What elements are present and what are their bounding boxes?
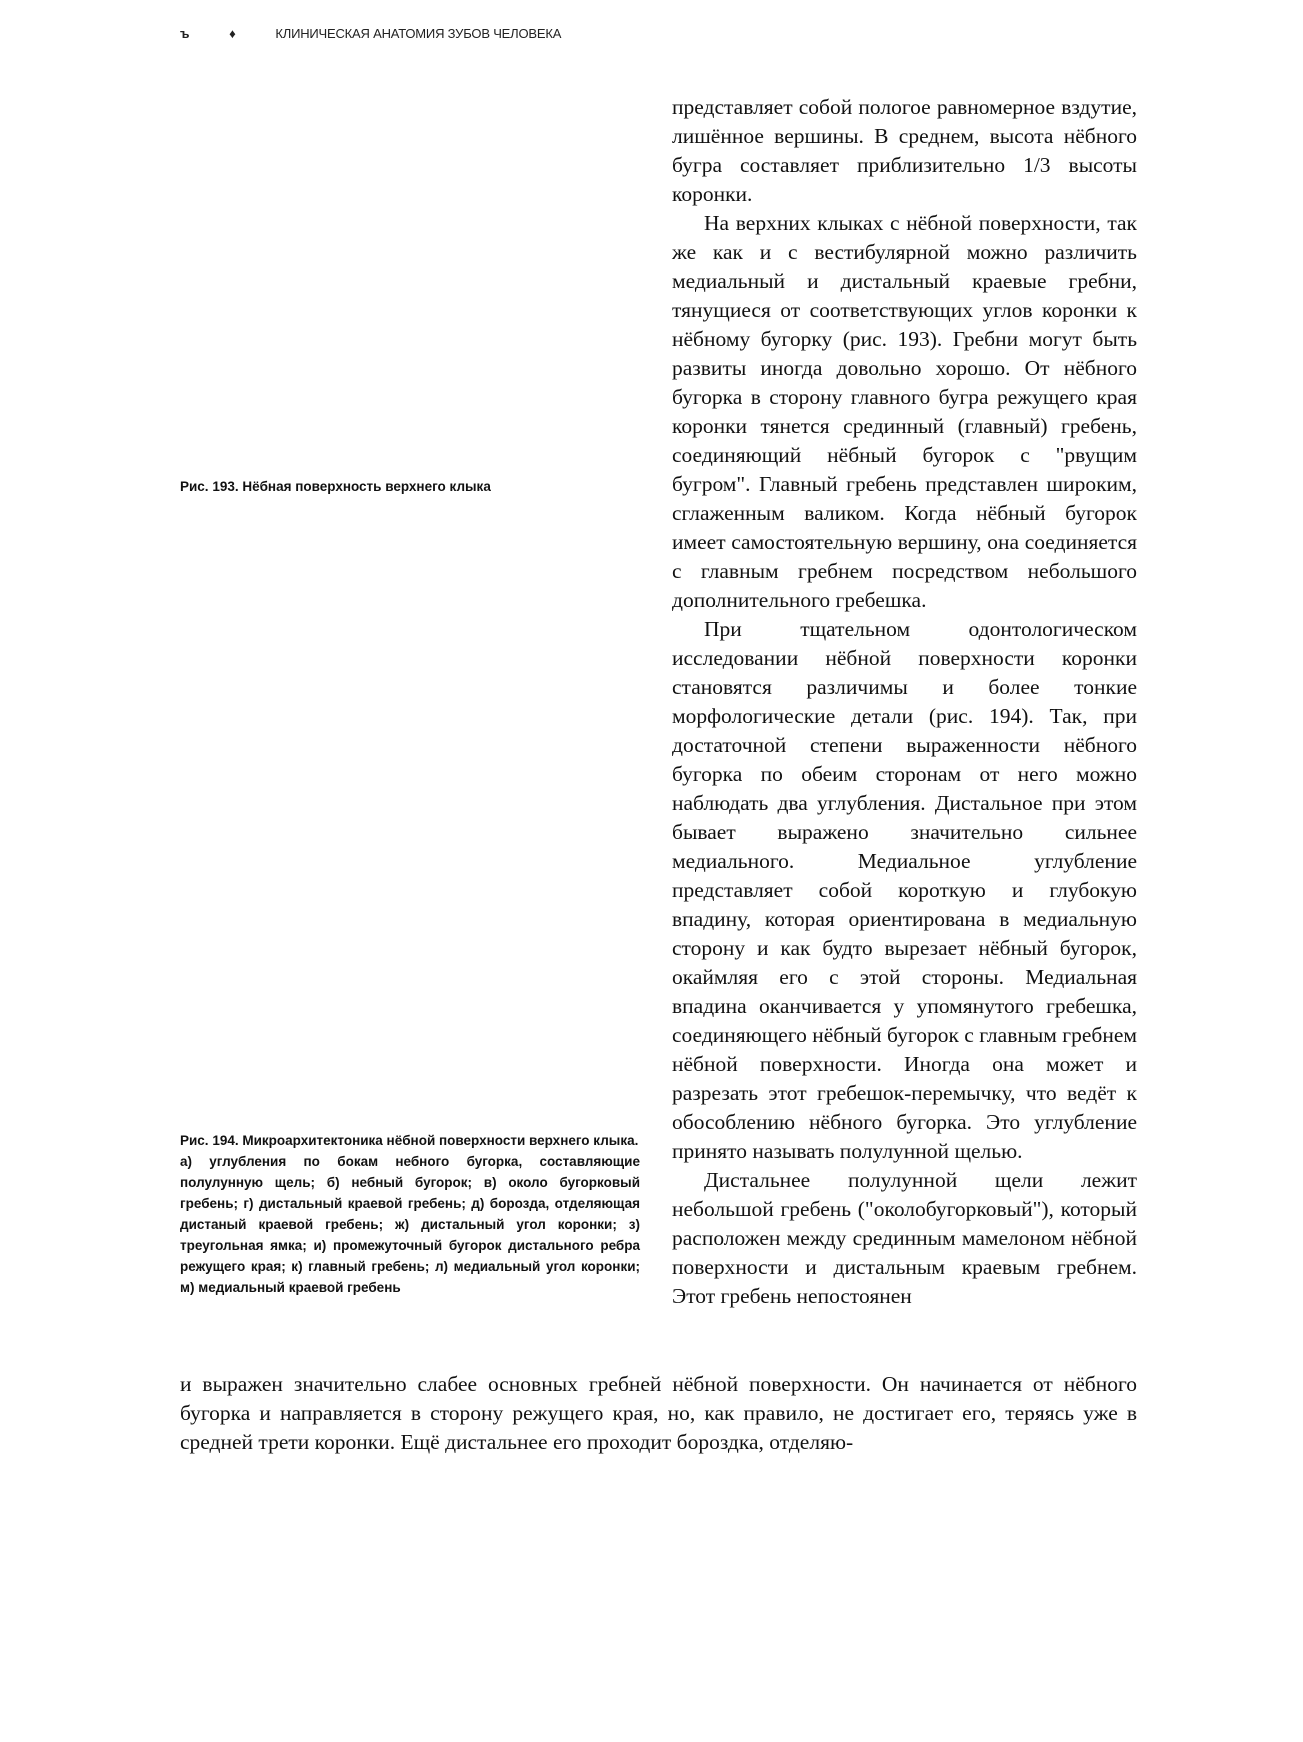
paragraph: представляет собой пологое равномерное вздутие, лишённое вершины. В среднем, высота нёбного бугра составляет приблизительно 1/3 высоты коронки.	[672, 95, 1137, 206]
figure-194-caption	[180, 1130, 640, 1298]
body-text-column	[672, 93, 1137, 1311]
figure-194-caption-title: Рис. 194. Микроархитектоника нёбной поверхности верхнего клыка.	[180, 1133, 639, 1148]
figure-193-caption: Рис. 193. Нёбная поверхность верхнего клыка	[180, 479, 491, 494]
paragraph: Дистальнее полулунной щели лежит небольшой гребень ("околобугорковый"), который расположен между срединным мамелоном нёбной поверхности и дистальным краевым гребнем. Этот гребень непостоянен	[672, 1168, 1137, 1308]
running-header	[180, 26, 561, 41]
header-mark: ъ	[180, 26, 190, 41]
diamond-icon: ♦	[229, 26, 236, 41]
paragraph: При тщательном одонтологическом исследовании нёбной поверхности коронки становятся различимы и более тонкие морфологические детали (рис. 194). Так, при достаточной степени выраженности нёбного бугорка по обеим сторонам от него можно наблюдать два углубления. Дистальное при этом бывает выражено значительно сильнее медиального. Медиальное углубление представляет собой короткую и глубокую впадину, которая ориентирована в медиальную сторону и как будто вырезает нёбный бугорок, окаймляя его с этой стороны. Медиальная впадина оканчивается у упомянутого гребешка, соединяющего нёбный бугорок с главным гребнем нёбной поверхности. Иногда она может и разрезать этот гребешок-перемычку, что ведёт к обособлению нёбного бугорка. Это углубление принято называть полулунной щелью.	[672, 617, 1137, 1163]
paragraph: На верхних клыках с нёбной поверхности, так же как и с вестибулярной можно различить медиальный и дистальный краевые гребни, тянущиеся от соответствующих углов коронки к нёбному бугорку (рис. 193). Гребни могут быть развиты иногда довольно хорошо. От нёбного бугорка в сторону главного бугра режущего края коронки тянется срединный (главный) гребень, соединяющий нёбный бугорок с "рвущим бугром". Главный гребень представлен широким, сглаженным валиком. Когда нёбный бугорок имеет самостоятельную вершину, она соединяется с главным гребнем посредством небольшого дополнительного гребешка.	[672, 211, 1137, 612]
body-text-full-width: и выражен значительно слабее основных гребней нёбной поверхности. Он начинается от нёбного бугорка и направляется в сторону режущего края, но, как правило, не достигает его, теряясь уже в средней трети коронки. Ещё дистальнее его проходит бороздка, отделяю-	[180, 1372, 1137, 1454]
book-title: КЛИНИЧЕСКАЯ АНАТОМИЯ ЗУБОВ ЧЕЛОВЕКА	[275, 26, 562, 41]
figure-194-caption-body: а) углубления по бокам небного бугорка, составляющие полулунную щель; б) небный бугорок; в) около бугорковый гребень; г) дистальный краевой гребень; д) борозда, отделяющая дистаный краевой гребень; ж) дистальный угол коронки; з) треугольная ямка; и) промежуточный бугорок дистального ребра режущего края; к) главный гребень; л) медиальный угол коронки; м) медиальный краевой гребень	[180, 1154, 640, 1295]
